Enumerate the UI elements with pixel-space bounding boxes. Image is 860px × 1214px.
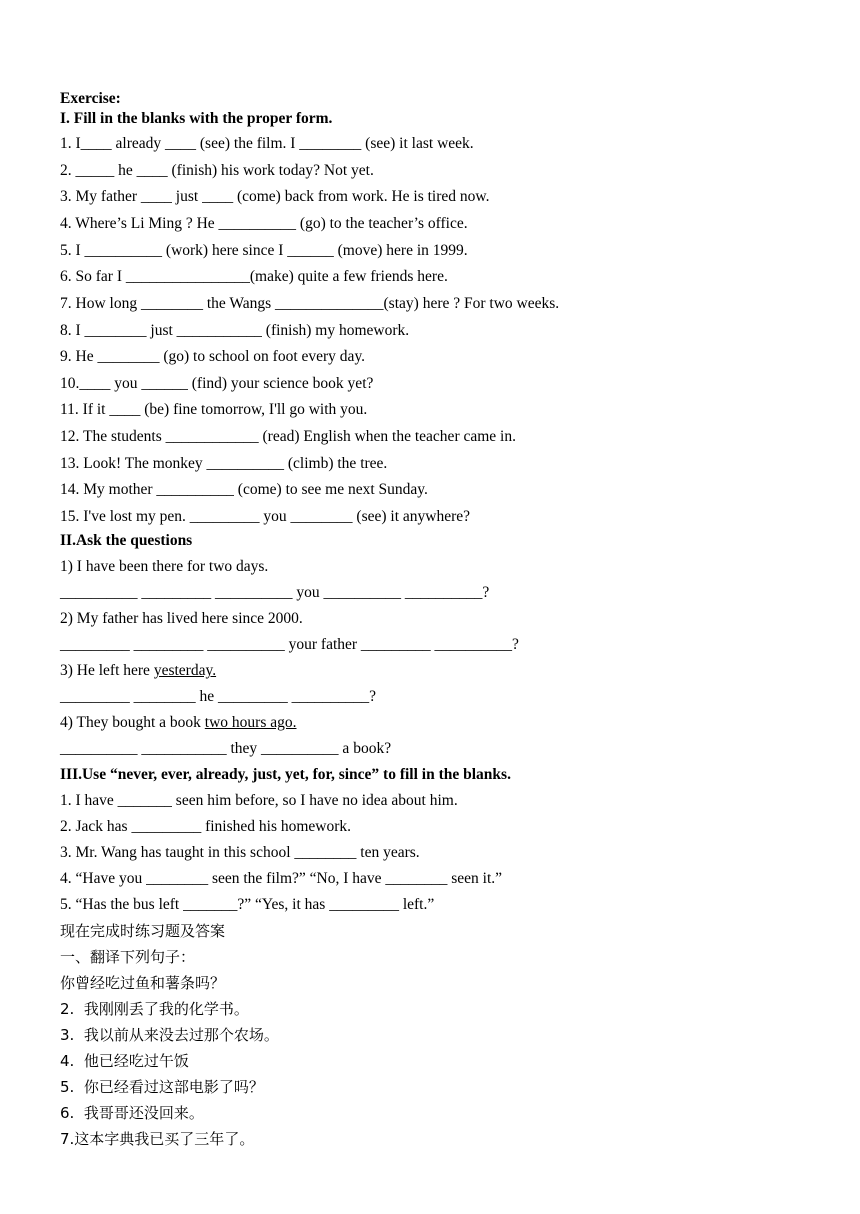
s1-item-10: 10.____ you ______ (find) your science book yet? [60, 375, 374, 392]
s3-item-4: 4. “Have you ________ seen the film?” “No, I have ________ seen it.” [60, 870, 503, 887]
s1-item-8: 8. I ________ just ___________ (finish) my homework. [60, 322, 410, 339]
s2-q1-answer: __________ _________ __________ you __________ __________? [60, 584, 490, 601]
zh-item-5: 5. 你已经看过这部电影了吗？ [60, 1078, 264, 1096]
s2-q2-answer: _________ _________ __________ your father _________ __________? [60, 636, 519, 653]
s3-item-5: 5. “Has the bus left _______?” “Yes, it has _________ left.” [60, 896, 435, 913]
zh-item-1: 你曾经吃过鱼和薯条吗？ [60, 974, 226, 992]
s2-q3-sentence-text: 3) He left here [60, 662, 154, 679]
s2-q3-underlined-part: yesterday. [153, 662, 217, 679]
s3-item-3: 3. Mr. Wang has taught in this school ________ ten years. [60, 844, 420, 861]
s1-item-11: 11. If it ____ (be) fine tomorrow, I'll go with you. [60, 401, 368, 418]
s2-q4-sentence [60, 713, 297, 733]
s1-item-7: 7. How long ________ the Wangs ______________(stay) here ? For two weeks. [60, 295, 560, 312]
s1-item-9: 9. He ________ (go) to school on foot every day. [60, 348, 366, 365]
s2-q3-answer: _________ ________ he _________ __________? [60, 688, 377, 705]
s1-item-3: 3. My father ____ just ____ (come) back from work. He is tired now. [60, 188, 490, 205]
s2-q4-underlined-part: two hours ago. [204, 714, 297, 731]
zh-item-6: 6. 我哥哥还没回来。 [60, 1104, 204, 1122]
exercise-title: Exercise: [60, 90, 121, 107]
section2-heading: II.Ask the questions [60, 532, 193, 549]
zh-item-4: 4. 他已经吃过午饭 [60, 1052, 189, 1070]
s1-item-13: 13. Look! The monkey __________ (climb) the tree. [60, 455, 388, 472]
s1-item-14: 14. My mother __________ (come) to see me next Sunday. [60, 481, 428, 498]
s1-item-15: 15. I've lost my pen. _________ you ________ (see) it anywhere? [60, 508, 471, 525]
chinese-title: 现在完成时练习题及答案 [60, 922, 226, 940]
s2-q1-sentence: 1) I have been there for two days. [60, 558, 269, 575]
zh-item-7: 7.这本字典我已买了三年了。 [60, 1130, 255, 1148]
s1-item-1: 1. I____ already ____ (see) the film. I ________ (see) it last week. [60, 135, 474, 152]
s1-item-5: 5. I __________ (work) here since I ______ (move) here in 1999. [60, 242, 468, 259]
s2-q3-sentence [60, 661, 216, 681]
s1-item-12: 12. The students ____________ (read) English when the teacher came in. [60, 428, 516, 445]
zh-item-3: 3. 我以前从来没去过那个农场。 [60, 1026, 279, 1044]
s2-q4-answer: __________ ___________ they __________ a book? [60, 740, 392, 757]
s1-item-4: 4. Where’s Li Ming ? He __________ (go) to the teacher’s office. [60, 215, 468, 232]
s2-q4-sentence-text: 4) They bought a book [60, 714, 205, 731]
s1-item-6: 6. So far I ________________(make) quite a few friends here. [60, 268, 448, 285]
zh-item-2: 2. 我刚刚丢了我的化学书。 [60, 1000, 249, 1018]
s1-item-2: 2. _____ he ____ (finish) his work today? Not yet. [60, 162, 374, 179]
section3-heading: III.Use “never, ever, already, just, yet, for, since” to fill in the blanks. [60, 766, 511, 783]
s2-q2-sentence: 2) My father has lived here since 2000. [60, 610, 303, 627]
section1-heading: I. Fill in the blanks with the proper form. [60, 110, 333, 127]
s3-item-2: 2. Jack has _________ finished his homework. [60, 818, 352, 835]
s3-item-1: 1. I have _______ seen him before, so I have no idea about him. [60, 792, 458, 809]
chinese-subtitle: 一、翻译下列句子： [60, 948, 196, 966]
